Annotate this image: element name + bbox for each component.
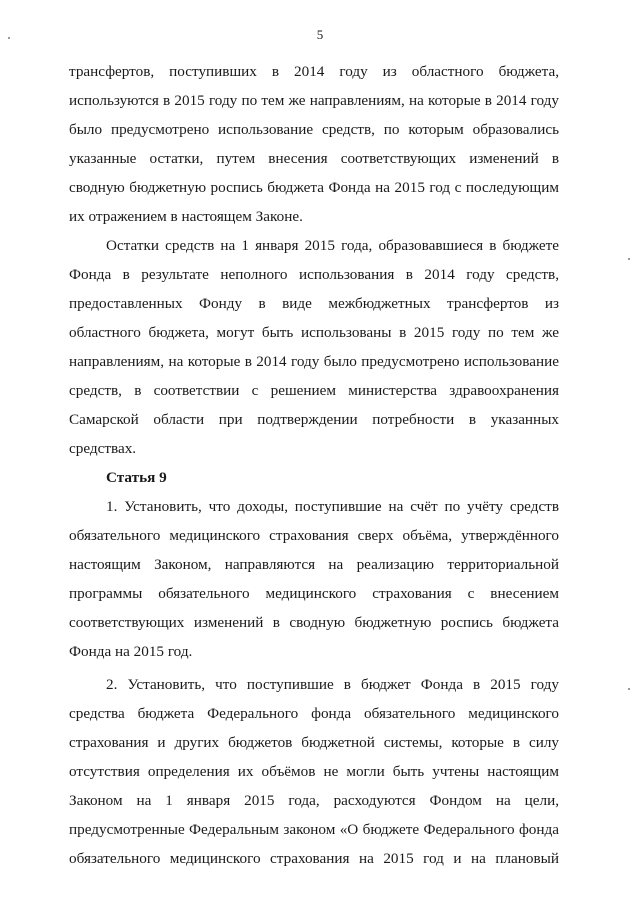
text-line: было предусмотрено использование средств, по которым образовались [69,121,559,138]
text-line: Фонда на 2015 год. [69,643,193,660]
text-line: обязательного медицинского страхования на 2015 год и на плановый [69,850,559,867]
text-line: Фонда в результате неполного использования в 2014 году средств, [69,266,559,283]
paragraph-first-line: 2. Установить, что поступившие в бюджет Фонда в 2015 году [106,676,559,693]
document-body [69,57,559,873]
scan-speck-right-upper [628,258,630,260]
text-line: программы обязательного медицинского страхования с внесением [69,585,559,602]
text-line: сводную бюджетную роспись бюджета Фонда на 2015 год с последующим [69,179,559,196]
text-line: Законом на 1 января 2015 года, расходуются Фондом на цели, [69,792,559,809]
text-line: предусмотренные Федеральным законом «О бюджете Федерального фонда [69,821,559,838]
text-line: страхования и других бюджетов бюджетной системы, которые в силу [69,734,559,751]
paragraph-first-line: Остатки средств на 1 января 2015 года, образовавшиеся в бюджете [106,237,559,254]
article-heading: Статья 9 [106,469,167,486]
page-number: 5 [316,27,324,42]
text-line: областного бюджета, могут быть использованы в 2015 году по тем же [69,324,559,341]
paragraph-first-line: 1. Установить, что доходы, поступившие на счёт по учёту средств [106,498,559,515]
scan-speck-left [8,37,10,39]
text-line: трансфертов, поступивших в 2014 году из областного бюджета, [69,63,559,80]
text-line: отсутствия определения их объёмов не могли быть учтены настоящим [69,763,559,780]
text-line: предоставленных Фонду в виде межбюджетных трансфертов из [69,295,559,312]
scan-speck-right-lower [628,688,630,690]
text-line: средств, в соответствии с решением министерства здравоохранения [69,382,559,399]
text-line: соответствующих изменений в сводную бюджетную роспись бюджета [69,614,559,631]
text-line: используются в 2015 году по тем же направлениям, на которые в 2014 году [69,92,559,109]
text-line: настоящим Законом, направляются на реализацию территориальной [69,556,559,573]
text-line: указанные остатки, путем внесения соответствующих изменений в [69,150,559,167]
text-line: их отражением в настоящем Законе. [69,208,303,225]
text-line: обязательного медицинского страхования сверх объёма, утверждённого [69,527,559,544]
text-line: средствах. [69,440,137,457]
text-line: средства бюджета Федерального фонда обязательного медицинского [69,705,559,722]
text-line: направлениям, на которые в 2014 году было предусмотрено использование [69,353,559,370]
text-line: Самарской области при подтверждении потребности в указанных [69,411,559,428]
